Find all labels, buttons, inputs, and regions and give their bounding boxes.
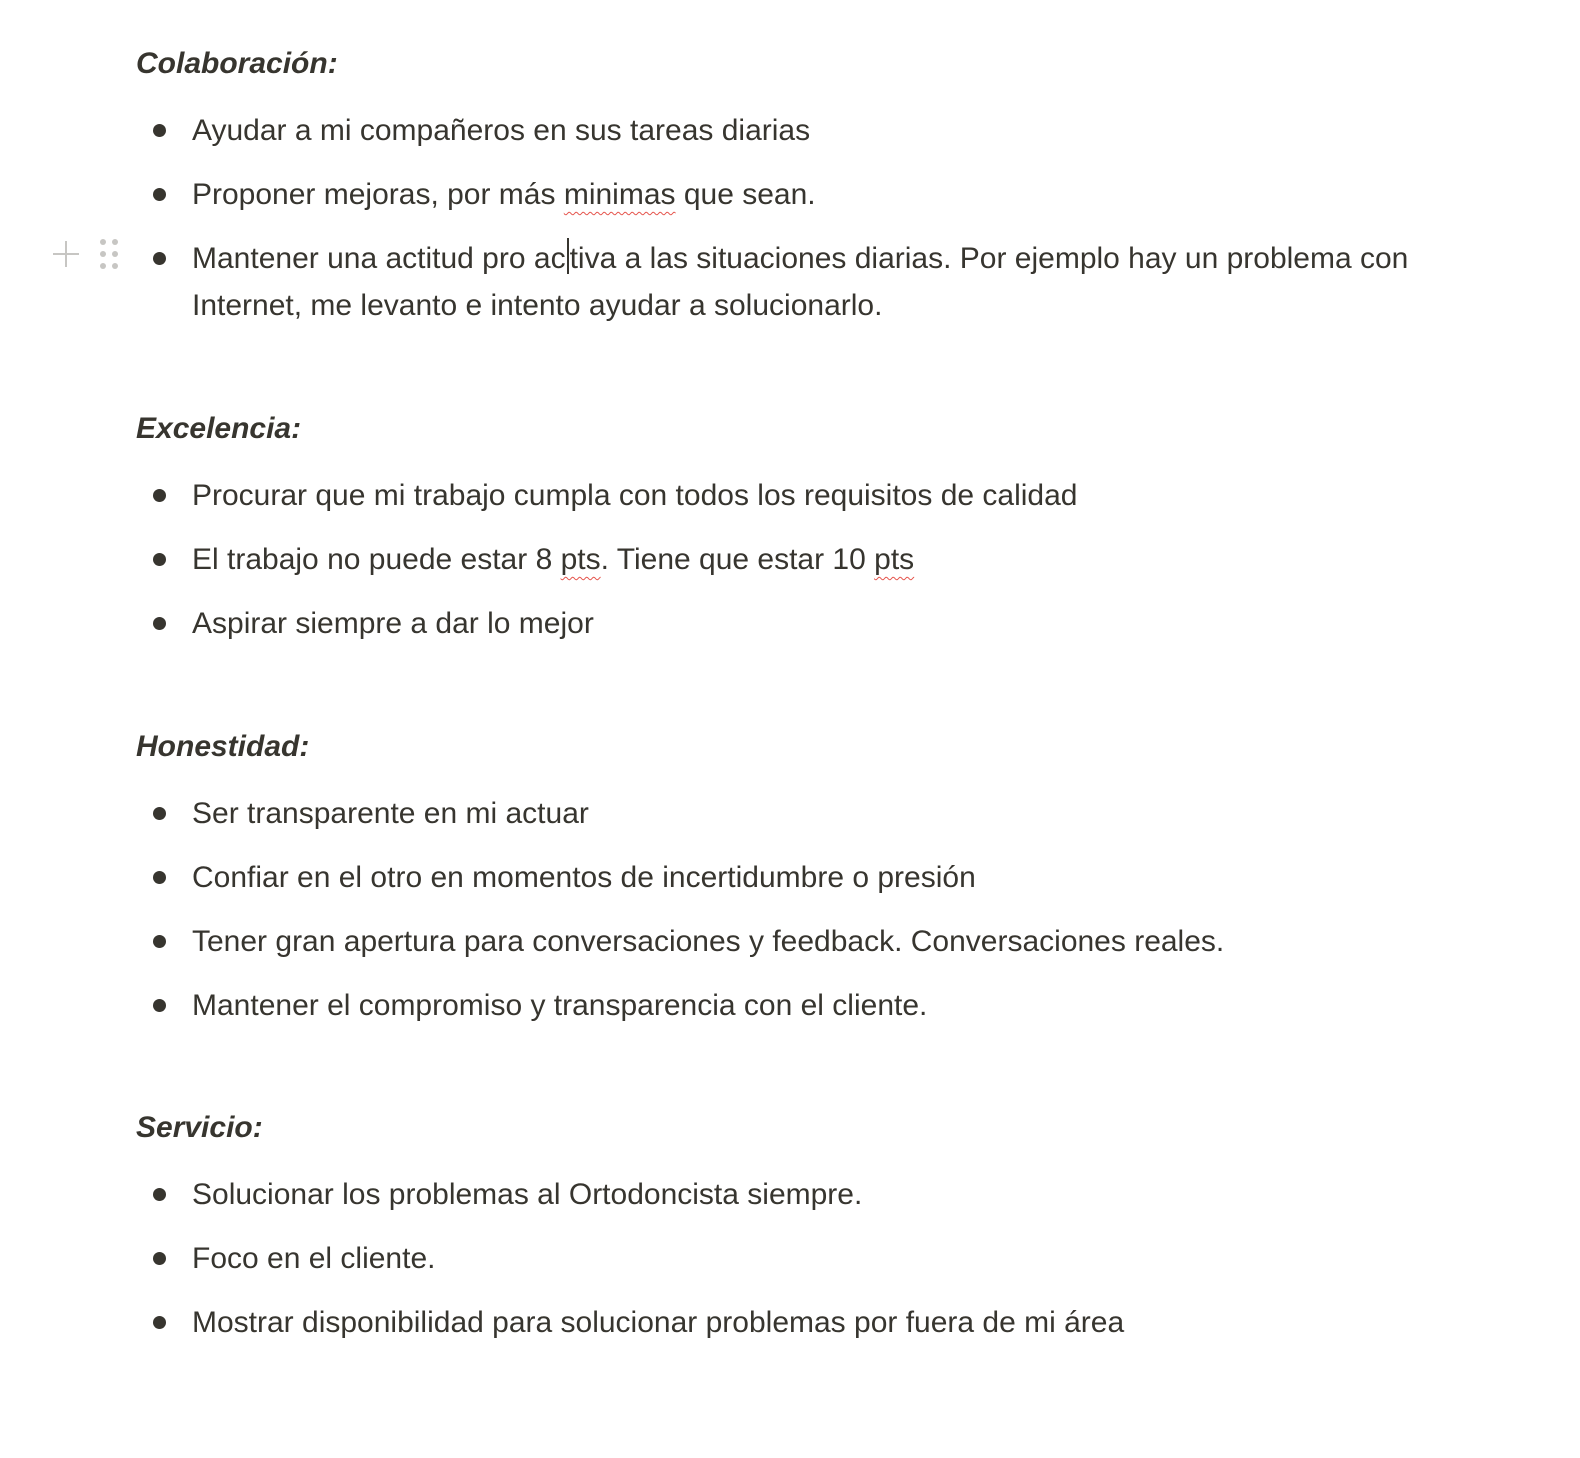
list-item-text[interactable]: Tener gran apertura para conversaciones y feedback. Conversaciones reales. xyxy=(192,925,1225,958)
text-caret xyxy=(567,238,569,274)
section-honestidad xyxy=(136,727,1536,1046)
drag-handle-icon[interactable] xyxy=(100,239,120,269)
bullet-icon xyxy=(153,124,166,137)
list-item[interactable] xyxy=(136,982,1536,1029)
bullet-icon xyxy=(153,188,166,201)
bullet-icon xyxy=(153,489,166,502)
list-item-text[interactable]: Solucionar los problemas al Ortodoncista siempre. xyxy=(192,1178,863,1211)
list-item-text[interactable] xyxy=(192,171,1512,218)
list-item[interactable] xyxy=(136,472,1536,519)
section-excelencia xyxy=(136,409,1536,664)
list-item[interactable] xyxy=(136,854,1536,901)
bullet-list xyxy=(136,107,1536,329)
list-item[interactable] xyxy=(136,171,1536,218)
bullet-icon xyxy=(153,1316,166,1329)
list-item-text[interactable]: Mantener el compromiso y transparencia con el cliente. xyxy=(192,989,928,1022)
list-item[interactable] xyxy=(136,600,1536,647)
list-item[interactable] xyxy=(136,1171,1536,1218)
list-item-text[interactable]: Aspirar siempre a dar lo mejor xyxy=(192,607,594,640)
section-servicio xyxy=(136,1108,1536,1363)
list-item[interactable] xyxy=(136,790,1536,837)
bullet-icon xyxy=(153,553,166,566)
text-segment: Proponer mejoras, por más xyxy=(192,178,564,211)
list-item[interactable] xyxy=(136,235,1536,329)
bullet-icon xyxy=(153,252,166,265)
section-heading[interactable]: Honestidad: xyxy=(136,730,310,763)
list-item[interactable] xyxy=(136,1299,1536,1346)
section-heading[interactable]: Servicio: xyxy=(136,1111,263,1144)
plus-icon[interactable] xyxy=(50,238,82,270)
text-segment: El trabajo no puede estar 8 xyxy=(192,543,561,576)
misspelled-word[interactable]: pts xyxy=(560,543,601,576)
list-item-text[interactable]: Foco en el cliente. xyxy=(192,1242,436,1275)
text-segment: que sean. xyxy=(675,178,816,211)
misspelled-word[interactable]: minimas xyxy=(563,178,676,211)
bullet-icon xyxy=(153,999,166,1012)
bullet-icon xyxy=(153,935,166,948)
bullet-icon xyxy=(153,1252,166,1265)
bullet-icon xyxy=(153,617,166,630)
list-item[interactable] xyxy=(136,918,1536,965)
list-item-text[interactable]: Ser transparente en mi actuar xyxy=(192,797,589,830)
section-colaboracion xyxy=(136,44,1536,346)
text-segment: . Tiene que estar 10 xyxy=(600,543,875,576)
bullet-list xyxy=(136,472,1536,647)
list-item[interactable] xyxy=(136,536,1536,583)
list-item-text[interactable]: Procurar que mi trabajo cumpla con todos los requisitos de calidad xyxy=(192,479,1078,512)
bullet-icon xyxy=(153,1188,166,1201)
bullet-list xyxy=(136,1171,1536,1346)
list-item[interactable] xyxy=(136,1235,1536,1282)
list-item-text[interactable]: Confiar en el otro en momentos de incertidumbre o presión xyxy=(192,861,976,894)
section-heading[interactable]: Colaboración: xyxy=(136,47,338,80)
text-segment: tiva a las situaciones diarias. Por ejemplo hay un problema con Internet, me levanto e intento ayudar a solucionarlo. xyxy=(192,242,1409,322)
bullet-icon xyxy=(153,871,166,884)
misspelled-word[interactable]: pts xyxy=(874,543,915,576)
block-handles xyxy=(50,236,130,276)
text-segment: Mantener una actitud pro ac xyxy=(192,242,566,275)
section-heading[interactable]: Excelencia: xyxy=(136,412,302,445)
list-item-text[interactable]: Ayudar a mi compañeros en sus tareas diarias xyxy=(192,114,811,147)
list-item-text[interactable] xyxy=(192,536,1512,583)
bullet-icon xyxy=(153,807,166,820)
bullet-list xyxy=(136,790,1536,1029)
list-item-text[interactable]: Mostrar disponibilidad para solucionar problemas por fuera de mi área xyxy=(192,1306,1125,1339)
list-item[interactable] xyxy=(136,107,1536,154)
list-item-text[interactable] xyxy=(192,235,1512,329)
